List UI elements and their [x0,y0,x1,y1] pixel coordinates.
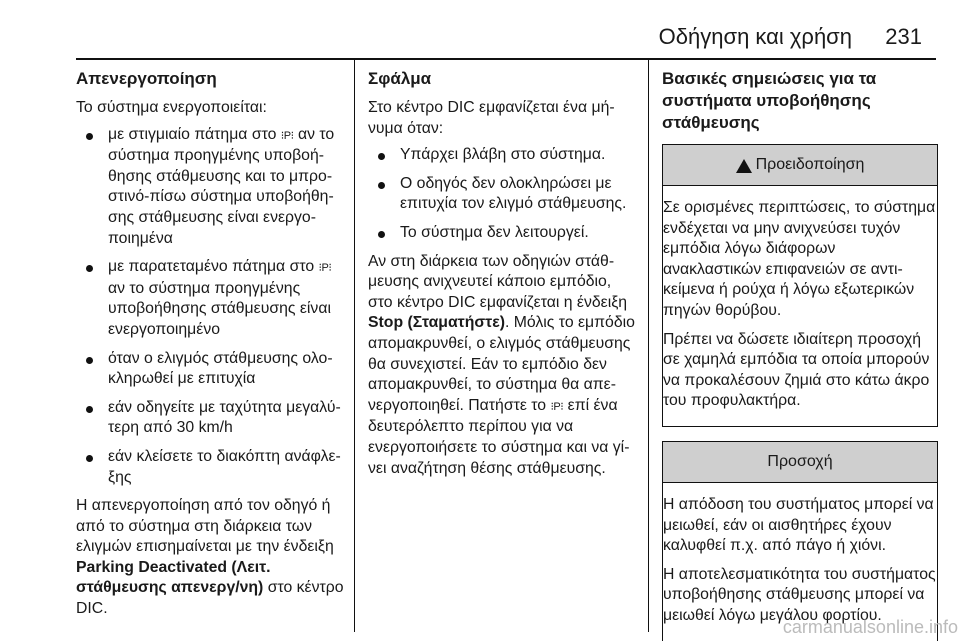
list-item: με στιγμιαίο πάτημα στο ⁝P⁝ αν το σύστημα προηγμένης υποβοήθησης στάθμευσης και το μπροστινό-πίσω σύστημα υποβοήθησης στάθμευσης είναι ενεργοποιημένα [76,125,348,250]
warning-box [662,144,938,427]
section-heading: Σφάλμα [368,69,432,88]
list-item: εάν οδηγείτε με ταχύτητα μεγαλύτερη από 30 km/h [76,398,348,439]
caution-header: Προσοχή [663,442,937,483]
outro-paragraph: Η απενεργοποίηση από τον οδηγό ή από το σύστημα στη διάρκεια των ελιγμών επισημαίνεται με την ένδειξη Parking Deactivated (Λειτ. στάθμευσης απενεργ/νη) στο κέντρο DIC. [76,497,344,618]
intro-text: Το σύστημα ενεργοποιείται: [76,99,267,116]
list-item: εάν κλείσετε το διακόπτη ανάφλεξης [76,447,348,488]
list-item: Ο οδηγός δεν ολοκληρώσει με επιτυχία τον ελιγμό στάθμευσης. [368,174,636,215]
section-heading: Απενεργοποίηση [76,69,217,88]
activation-list [76,125,348,489]
dic-message: Parking Deactivated (Λειτ. στάθμευσης απενεργ/νη) [76,558,271,597]
warning-body [663,186,937,426]
column-divider-left [354,60,355,632]
warning-text: Σε ορισμένες περιπτώσεις, το σύστημα ενδέχεται να μην ανιχνεύσει τυχόν εμπόδια λόγω διάφορων ανακλαστικών επιφανειών σε αντικείμενα ή ρούχα ή λόγω εξωτερικών πηγών θορύβου. [663,199,936,319]
parking-assist-icon: ⁝P⁝ [550,400,564,413]
page-header-title: Οδήγηση και χρήση [658,24,852,49]
intro-text: Στο κέντρο DIC εμφανίζεται ένα μήνυμα όταν: [368,99,615,137]
fault-list [368,145,636,243]
caution-text: Η αποτελεσματικότητα του συστήματος υποβοήθησης στάθμευσης μπορεί να μειωθεί λόγω μεγάλου φορτίου. [663,565,936,624]
column-notes [662,62,938,641]
watermark: carmanualsonline.info [782,617,958,637]
warning-header: Προειδοποίηση [663,145,937,186]
warning-text: Πρέπει να δώσετε ιδιαίτερη προσοχή σε χαμηλά εμπόδια τα οποία μπορούν να προκαλέσουν ζημιά στο κάτω άκρο του προφυλακτήρα. [663,330,930,410]
bullet-icon [86,406,93,413]
parking-assist-icon: ⁝P⁝ [280,129,294,142]
bullet-icon [378,182,385,189]
column-deactivation [76,62,348,626]
list-item: όταν ο ελιγμός στάθμευσης ολοκληρωθεί με επιτυχία [76,349,348,390]
column-fault [368,62,636,485]
bullet-icon [378,231,385,238]
list-item: Το σύστημα δεν λειτουργεί. [368,223,636,244]
fault-paragraph: Αν στη διάρκεια των οδηγιών στάθμευσης ανιχνευτεί κάποιο εμπόδιο, στο κέντρο DIC εμφανίζεται η ένδειξη Stop (Σταματήστε). Μόλις το εμπόδιο απομακρυνθεί, ο ελιγμός στάθμευσης θα συνεχιστεί. Εάν το εμπόδιο δεν απομακρυνθεί, το σύστημα θα απενεργοποιηθεί. Πατήστε το ⁝P⁝ επί ένα δευτερόλεπτο περίπου για να ενεργοποιήσετε το σύστημα και να γίνει αναζήτηση θέσης στάθμευσης. [368,252,635,477]
bullet-icon [86,455,93,462]
bullet-icon [86,133,93,140]
caution-text: Η απόδοση του συστήματος μπορεί να μειωθεί, εάν οι αισθητήρες έχουν καλυφθεί π.χ. από πάγο ή χιόνι. [663,495,934,555]
list-item: με παρατεταμένο πάτημα στο ⁝P⁝ αν το σύστημα προηγμένης υποβοήθησης στάθμευσης είναι ενεργοποιημένο [76,257,348,340]
warning-triangle-icon [736,159,752,173]
section-heading: Βασικές σημειώσεις για τα συστήματα υποβοήθησης στάθμευσης [662,69,877,132]
dic-message: Stop (Σταματήστε) [368,314,505,332]
page-number: 231 [885,24,922,49]
header-rule [76,58,936,60]
parking-assist-icon: ⁝P⁝ [318,262,332,275]
bullet-icon [378,153,385,160]
caution-box [662,441,938,641]
bullet-icon [86,265,93,272]
column-divider-right [648,60,649,632]
list-item: Υπάρχει βλάβη στο σύστημα. [368,145,636,166]
bullet-icon [86,357,93,364]
